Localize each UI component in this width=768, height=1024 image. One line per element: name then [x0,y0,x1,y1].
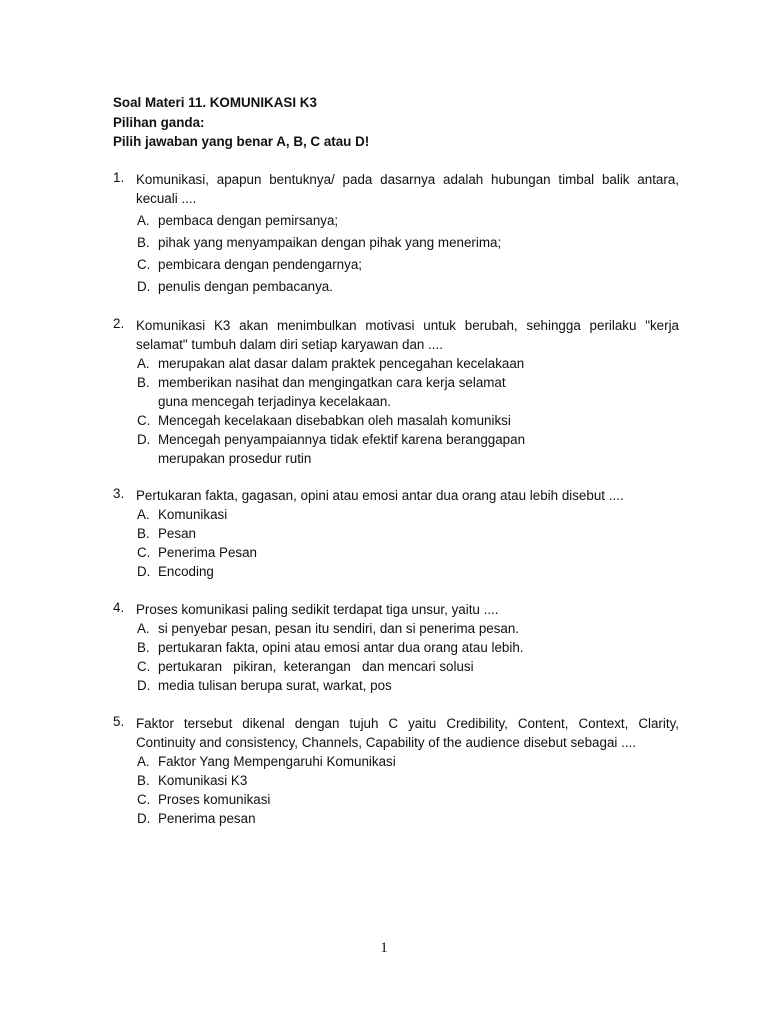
option-text: pertukaran pikiran, keterangan dan mencari solusi [158,659,474,674]
question-number: 5. [113,714,125,729]
question-text: Komunikasi K3 akan menimbulkan motivasi untuk berubah, sehingga perilaku "kerja selamat" tumbuh dalam diri setiap karyawan dan .... [136,318,679,352]
question-text: Komunikasi, apapun bentuknya/ pada dasarnya adalah hubungan timbal balik antara, kecuali .... [136,172,679,206]
option-text: penulis dengan pembacanya. [158,279,333,294]
option-text: Mencegah penyampaiannya tidak efektif karena beranggapan merupakan prosedur rutin [158,432,526,466]
option-text: media tulisan berupa surat, warkat, pos [158,678,392,693]
option-d [113,676,679,695]
option-b [113,771,679,790]
option-text: pembicara dengan pendengarnya; [158,257,362,272]
option-letter: A. [137,754,150,769]
question-number: 3. [113,486,125,501]
option-letter: D. [137,279,151,294]
document-subtitle: Pilihan ganda: [113,114,205,130]
option-text: memberikan nasihat dan mengingatkan cara kerja selamat guna mencegah terjadinya kecelakaan. [158,375,506,409]
option-text: Faktor Yang Mempengaruhi Komunikasi [158,754,396,769]
option-a [113,505,679,524]
option-text: merupakan alat dasar dalam praktek pencegahan kecelakaan [158,356,525,371]
option-c [113,255,679,274]
document-instruction: Pilih jawaban yang benar A, B, C atau D! [113,134,370,149]
option-text: Penerima Pesan [158,545,257,560]
option-c [113,790,679,809]
page-number: 1 [380,940,388,956]
option-letter: C. [137,659,151,674]
option-d [113,430,679,468]
option-c [113,657,679,676]
option-a [113,752,679,771]
question-number: 2. [113,316,125,331]
option-letter: B. [137,375,150,390]
option-letter: D. [137,432,151,447]
option-letter: C. [137,792,151,807]
option-text: Proses komunikasi [158,792,271,807]
option-text: Komunikasi [158,507,228,522]
question-5 [113,714,679,828]
option-letter: C. [137,413,151,428]
option-text: pertukaran fakta, opini atau emosi antar dua orang atau lebih. [158,640,524,655]
option-b [113,373,679,411]
question-1 [113,170,679,296]
question-text: Pertukaran fakta, gagasan, opini atau emosi antar dua orang atau lebih disebut .... [136,488,624,503]
option-text: Penerima pesan [158,811,256,826]
option-letter: A. [137,507,150,522]
option-d [113,277,679,296]
option-text: Encoding [158,564,214,579]
option-b [113,233,679,252]
option-text: Pesan [158,526,196,541]
option-d [113,562,679,581]
option-letter: A. [137,356,150,371]
question-number: 1. [113,170,125,185]
option-letter: D. [137,678,151,693]
question-number: 4. [113,600,125,615]
option-text: pihak yang menyampaikan dengan pihak yang menerima; [158,235,502,250]
option-a [113,354,679,373]
option-letter: A. [137,213,150,228]
question-4 [113,600,679,695]
question-3 [113,486,679,581]
option-c [113,411,679,430]
option-b [113,524,679,543]
option-letter: C. [137,257,151,272]
option-letter: D. [137,811,151,826]
option-letter: C. [137,545,151,560]
option-letter: B. [137,640,150,655]
option-letter: B. [137,773,150,788]
option-text: Mencegah kecelakaan disebabkan oleh masalah komuniksi [158,413,511,428]
document-header [113,93,683,152]
option-d [113,809,679,828]
question-text: Proses komunikasi paling sedikit terdapat tiga unsur, yaitu .... [136,602,499,617]
option-text: Komunikasi K3 [158,773,248,788]
option-c [113,543,679,562]
option-text: pembaca dengan pemirsanya; [158,213,339,228]
option-letter: B. [137,235,150,250]
option-letter: D. [137,564,151,579]
question-2 [113,316,679,468]
option-letter: A. [137,621,150,636]
option-a [113,211,679,230]
question-text: Faktor tersebut dikenal dengan tujuh C yaitu Credibility, Content, Context, Clarity, Continuity and consistency, Channels, Capability of the audience disebut sebagai .... [136,716,679,750]
option-b [113,638,679,657]
document-title: Soal Materi 11. KOMUNIKASI K3 [113,95,317,110]
option-a [113,619,679,638]
option-text: si penyebar pesan, pesan itu sendiri, dan si penerima pesan. [158,621,520,636]
option-letter: B. [137,526,150,541]
